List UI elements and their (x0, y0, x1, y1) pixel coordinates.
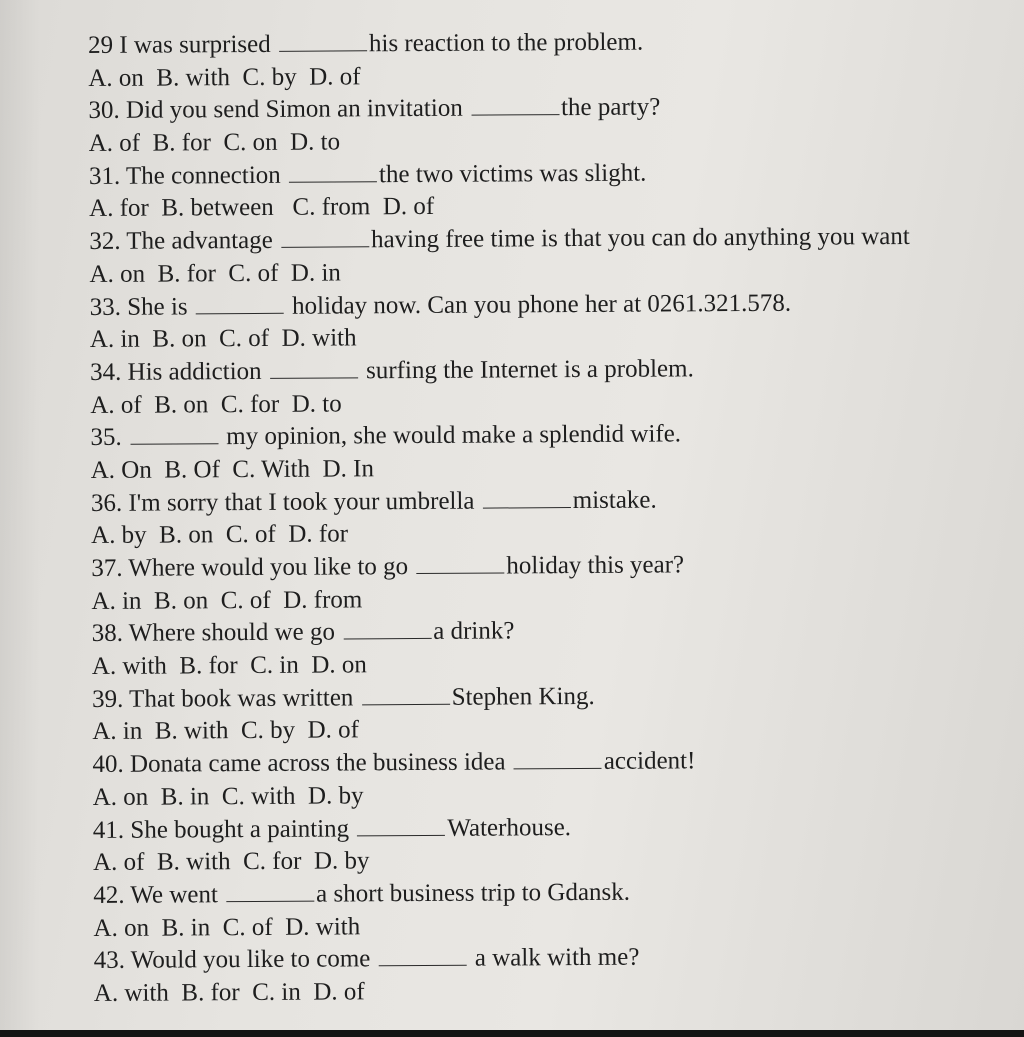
question-stem: 35. (90, 424, 129, 452)
answer-options: A. of B. for C. on D. to (88, 128, 341, 158)
question-ending: holiday now. Can you phone her at 0261.321.578. (285, 289, 792, 320)
question-item (92, 743, 1024, 814)
answer-blank (514, 746, 602, 770)
question-ending: Waterhouse. (447, 813, 572, 842)
question-item (91, 482, 1024, 553)
answer-blank (357, 812, 445, 836)
answer-options: A. on B. in C. of D. with (93, 912, 361, 942)
question-item (90, 351, 1024, 422)
answer-options: A. on B. for C. of D. in (89, 259, 341, 288)
question-stem: 38. Where should we go (91, 618, 342, 648)
answer-blank (226, 879, 314, 903)
question-ending: mistake. (572, 486, 657, 514)
question-stem: 32. The advantage (89, 226, 280, 256)
answer-options: A. in B. on C. of D. from (91, 586, 363, 615)
question-stem: 40. Donata came across the business idea (92, 748, 512, 779)
question-text (89, 220, 1024, 259)
question-item (90, 286, 1024, 357)
answer-blank (362, 682, 450, 706)
question-stem: 30. Did you send Simon an invitation (88, 95, 470, 125)
question-ending: the party? (560, 93, 661, 122)
question-item (89, 220, 1024, 291)
answer-options: A. on B. with C. by D. of (88, 63, 361, 92)
question-ending: his reaction to the problem. (368, 28, 644, 58)
question-stem: 42. We went (93, 881, 225, 909)
question-stem: 31. The connection (88, 161, 288, 190)
answer-options: A. On B. Of C. With D. In (90, 455, 375, 484)
question-ending: a short business trip to Gdansk. (316, 878, 631, 908)
question-item (93, 809, 1024, 880)
question-stem: 34. His addiction (90, 357, 268, 386)
answer-blank (289, 159, 377, 183)
answer-options: A. with B. for C. in D. on (91, 651, 367, 681)
question-ending: surfing the Internet is a problem. (359, 355, 694, 385)
question-ending: Stephen King. (451, 682, 595, 711)
answer-blank (483, 485, 571, 509)
question-item (88, 24, 1024, 95)
question-item (92, 612, 1024, 683)
answer-options: A. on B. in C. with D. by (92, 782, 364, 811)
answer-blank (281, 224, 369, 248)
answer-blank (130, 421, 218, 445)
question-list (88, 24, 1024, 1010)
answer-options: A. of B. on C. for D. to (90, 390, 342, 419)
question-stem: 39. That book was written (92, 684, 360, 713)
answer-blank (471, 92, 559, 116)
page-shadow (0, 0, 40, 1030)
question-item (92, 678, 1024, 749)
answer-blank (343, 616, 431, 640)
question-item (93, 874, 1024, 945)
answer-options: A. in B. with C. by D. of (92, 716, 360, 746)
answer-blank (379, 943, 467, 967)
question-ending: having free time is that you can do anything you want (370, 223, 910, 254)
question-stem: 33. She is (89, 292, 194, 321)
answer-blank (196, 290, 284, 314)
answer-blank (416, 550, 504, 574)
question-item (91, 547, 1024, 618)
question-stem: 43. Would you like to come (93, 945, 377, 975)
question-item (88, 90, 1024, 161)
question-stem: 41. She bought a painting (92, 814, 356, 844)
question-ending: the two victims was slight. (378, 159, 647, 188)
question-stem: 37. Where would you like to go (91, 553, 415, 582)
question-ending: holiday this year? (506, 551, 685, 580)
question-ending: a walk with me? (468, 943, 640, 972)
question-item (90, 416, 1024, 487)
answer-options: A. by B. on C. of D. for (91, 520, 349, 550)
answer-blank (270, 355, 358, 379)
question-item (89, 155, 1024, 226)
question-ending: my opinion, she would make a splendid wife. (219, 420, 682, 451)
question-stem: 36. I'm sorry that I took your umbrella (90, 487, 481, 517)
answer-options: A. with B. for C. in D. of (93, 978, 365, 1007)
page-bottom-edge (0, 1030, 1024, 1037)
question-ending: a drink? (433, 617, 515, 646)
answer-options: A. of B. with C. for D. by (93, 847, 370, 877)
answer-blank (279, 28, 367, 52)
question-item (94, 939, 1024, 1010)
question-ending: accident! (603, 747, 696, 775)
answer-options: A. for B. between C. from D. of (89, 193, 435, 223)
question-stem: 29 I was surprised (88, 30, 278, 59)
answer-options: A. in B. on C. of D. with (89, 324, 357, 354)
